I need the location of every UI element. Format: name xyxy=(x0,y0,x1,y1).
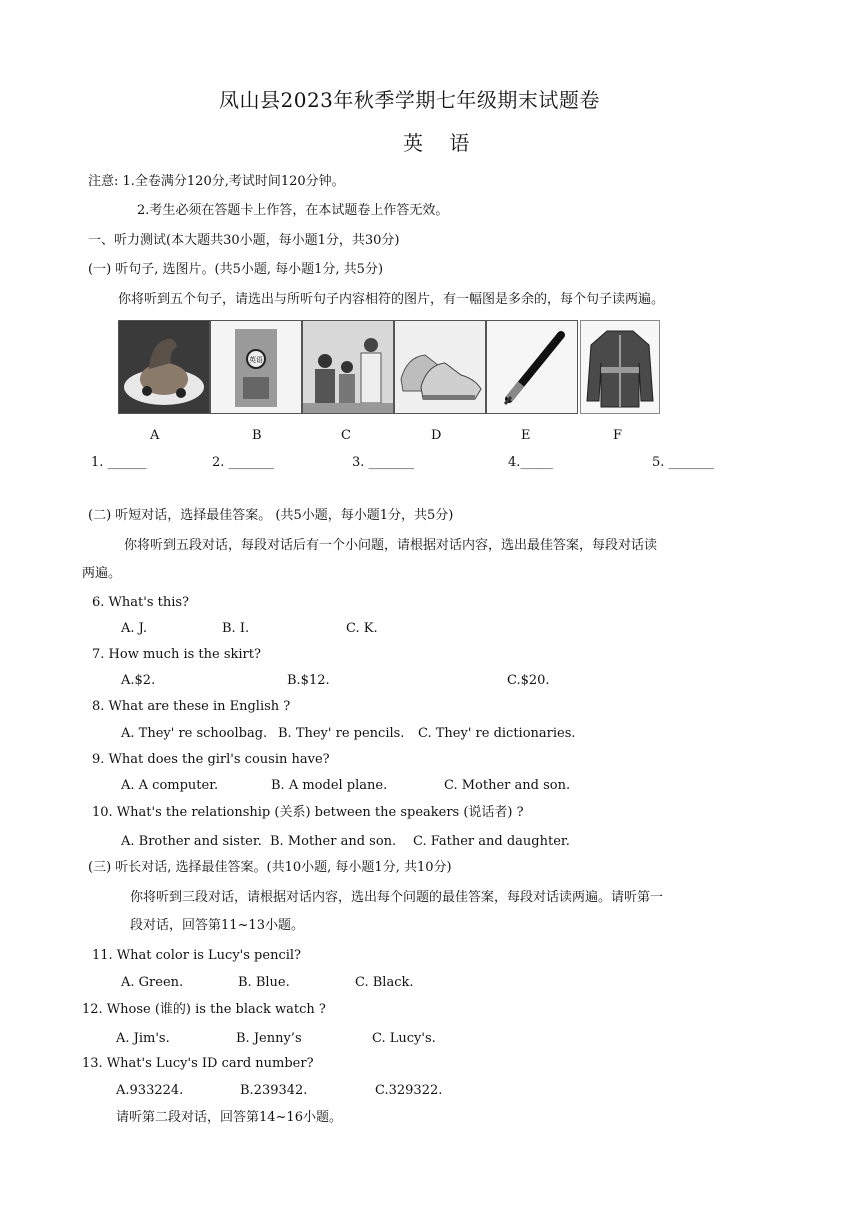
sneakers-icon xyxy=(395,321,485,413)
picture-b xyxy=(210,320,302,414)
q12-option-c: C. Lucy's. xyxy=(372,1031,436,1046)
q6-option-a: A. J. xyxy=(121,621,147,636)
q6-option-b: B. I. xyxy=(222,621,250,636)
question-13: 13. What's Lucy's ID card number? xyxy=(82,1056,314,1071)
picture-f xyxy=(580,320,660,414)
section3-instruction-line3: 请听第二段对话，回答第14~16小题。 xyxy=(116,1110,342,1125)
question-10: 10. What's the relationship (关系) between the speakers (说话者) ? xyxy=(92,805,524,820)
picture-e xyxy=(486,320,578,414)
q10-option-c: C. Father and daughter. xyxy=(413,834,570,849)
q7-option-a: A.$2. xyxy=(121,673,156,688)
q9-option-c: C. Mother and son. xyxy=(444,778,571,793)
question-9: 9. What does the girl's cousin have? xyxy=(92,752,330,767)
section2-instruction-line2: 两遍。 xyxy=(82,566,122,581)
answer-blank-2: 2. _______ xyxy=(212,455,275,470)
picture-c xyxy=(302,320,394,414)
q8-option-a: A. They' re schoolbag. xyxy=(121,726,268,741)
answer-blank-3: 3. _______ xyxy=(352,455,415,470)
answer-blank-1: 1. ______ xyxy=(91,455,147,470)
section2-heading: (二) 听短对话，选择最佳答案。 (共5小题，每小题1分，共5分) xyxy=(88,508,454,523)
q10-option-a: A. Brother and sister. xyxy=(121,834,262,849)
question-8: 8. What are these in English ? xyxy=(92,699,291,714)
subject-title: 英 语 xyxy=(403,131,480,155)
q9-option-a: A. A computer. xyxy=(121,778,219,793)
book-cover-icon xyxy=(211,321,301,413)
section3-instruction-line1: 你将听到三段对话，请根据对话内容，选出每个问题的最佳答案，每段对话读两遍。请听第一 xyxy=(130,890,664,905)
chicken-dish-icon xyxy=(119,321,209,413)
q9-option-b: B. A model plane. xyxy=(271,778,388,793)
q13-option-b: B.239342. xyxy=(240,1083,308,1098)
section2-instruction-line1: 你将听到五段对话，每段对话后有一个小问题，请根据对话内容，选出最佳答案，每段对话读 xyxy=(124,538,658,553)
part1-heading: 一、听力测试(本大题共30小题，每小题1分，共30分) xyxy=(88,233,400,248)
question-7: 7. How much is the skirt? xyxy=(92,647,261,662)
picture-label-c: C xyxy=(341,428,351,443)
section1-instruction: 你将听到五个句子，请选出与所听句子内容相符的图片，有一幅图是多余的，每个句子读两遍。 xyxy=(118,292,665,307)
note-1: 注意: 1.全卷满分120分,考试时间120分钟。 xyxy=(88,174,345,189)
note-2: 2.考生必须在答题卡上作答，在本试题卷上作答无效。 xyxy=(137,203,449,218)
q13-option-c: C.329322. xyxy=(375,1083,443,1098)
question-12: 12. Whose (谁的) is the black watch ? xyxy=(82,1002,326,1017)
section3-heading: (三) 听长对话, 选择最佳答案。(共10小题, 每小题1分, 共10分) xyxy=(88,860,452,875)
q8-option-c: C. They' re dictionaries. xyxy=(418,726,576,741)
question-6: 6. What's this? xyxy=(92,595,190,610)
picture-d xyxy=(394,320,486,414)
people-photo-icon xyxy=(303,321,393,413)
q11-option-b: B. Blue. xyxy=(238,975,290,990)
q11-option-c: C. Black. xyxy=(355,975,414,990)
q8-option-b: B. They' re pencils. xyxy=(278,726,405,741)
question-11: 11. What color is Lucy's pencil? xyxy=(92,948,302,963)
pen-icon xyxy=(487,321,577,413)
q7-option-c: C.$20. xyxy=(507,673,550,688)
q6-option-c: C. K. xyxy=(346,621,378,636)
exam-title: 凤山县2023年秋季学期七年级期末试题卷 xyxy=(219,88,600,112)
picture-label-d: D xyxy=(431,428,442,443)
q12-option-a: A. Jim's. xyxy=(116,1031,170,1046)
picture-label-a: A xyxy=(150,428,160,443)
q7-option-b: B.$12. xyxy=(287,673,330,688)
picture-a xyxy=(118,320,210,414)
q13-option-a: A.933224. xyxy=(116,1083,184,1098)
answer-blank-5: 5. _______ xyxy=(652,455,715,470)
section1-heading: (一) 听句子, 选图片。(共5小题, 每小题1分, 共5分) xyxy=(88,262,384,277)
answer-blank-4: 4._____ xyxy=(508,455,553,470)
q10-option-b: B. Mother and son. xyxy=(270,834,397,849)
picture-label-b: B xyxy=(252,428,262,443)
picture-label-f: F xyxy=(613,428,623,443)
q12-option-b: B. Jenny’s xyxy=(236,1031,302,1046)
svg-text:英语: 英语 xyxy=(249,356,263,364)
picture-label-e: E xyxy=(521,428,531,443)
jacket-icon xyxy=(581,321,659,413)
section3-instruction-line2: 段对话，回答第11~13小题。 xyxy=(130,918,304,933)
q11-option-a: A. Green. xyxy=(121,975,184,990)
